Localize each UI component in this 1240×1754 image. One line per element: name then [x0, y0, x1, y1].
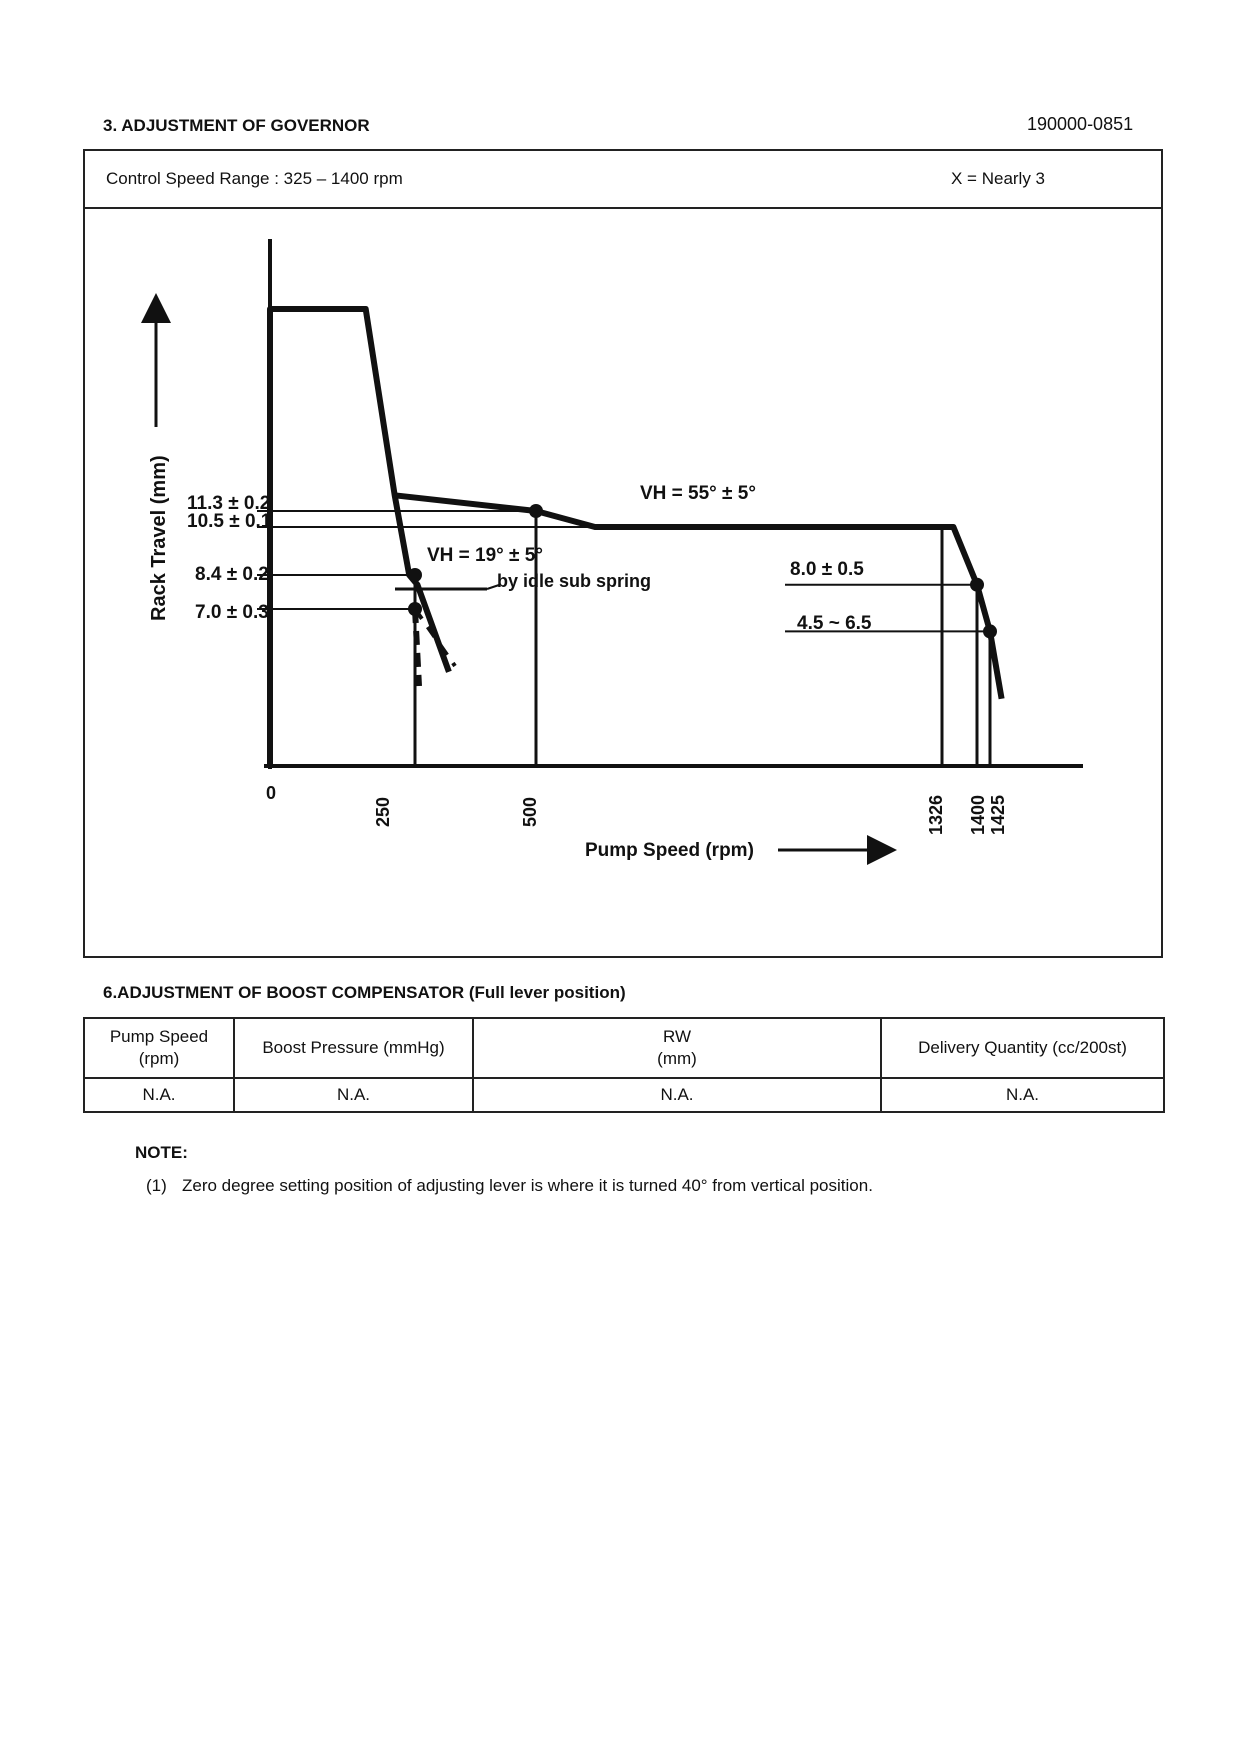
document-number: 190000-0851 [1027, 114, 1134, 134]
annotation-vh-19: VH = 19° ± 5° [427, 545, 543, 566]
x-tick-label: 1326 [926, 794, 946, 835]
table-header-delivery-quantity: Delivery Quantity (cc/200st) [881, 1018, 1164, 1078]
x-tick-label: 500 [520, 796, 540, 827]
boost-section-title: 6.ADJUSTMENT OF BOOST COMPENSATOR (Full lever position) [103, 983, 626, 1002]
note-title: NOTE: [135, 1143, 188, 1162]
table-row [84, 1078, 1164, 1112]
annotation-8-0: 8.0 ± 0.5 [790, 559, 864, 580]
table-cell: N.A. [881, 1078, 1164, 1112]
data-point [529, 504, 543, 518]
table-header-row [84, 1018, 1164, 1078]
data-point [983, 624, 997, 638]
series-line-1 [395, 495, 1002, 698]
table-header-pump-speed: Pump Speed (rpm) [84, 1018, 234, 1078]
table-header-rw: RW (mm) [473, 1018, 881, 1078]
governor-chart [85, 209, 1161, 956]
table-cell: N.A. [473, 1078, 881, 1112]
y-tick-label: 8.4 ± 0.2 [195, 564, 269, 585]
y-tick-label: 7.0 ± 0.3 [195, 602, 269, 623]
data-point [408, 568, 422, 582]
table-cell: N.A. [234, 1078, 473, 1112]
annotation-vh-55: VH = 55° ± 5° [640, 483, 756, 504]
y-axis-title: Rack Travel (mm) [148, 455, 170, 621]
x-axis-title: Pump Speed (rpm) [585, 840, 754, 861]
table-cell: N.A. [84, 1078, 234, 1112]
boost-table [83, 1017, 1165, 1113]
y-axis-title-group [148, 299, 170, 621]
note-item-number: (1) [146, 1176, 167, 1195]
x-tick-label: 1425 [988, 794, 1008, 835]
annotation-idle-sub-spring: by idle sub spring [497, 571, 652, 591]
x-tick-label: 0 [266, 783, 277, 803]
governor-panel-header [85, 151, 1161, 209]
x-value: X = Nearly 3 [951, 169, 1046, 188]
note-item-text: Zero degree setting position of adjusting lever is where it is turned 40° from vertical position. [182, 1176, 873, 1195]
data-point [970, 578, 984, 592]
y-tick-label: 11.3 ± 0.2 [187, 493, 271, 514]
x-tick-label: 250 [373, 796, 393, 827]
y-tick-label: 10.5 ± 0.1 [187, 511, 272, 532]
x-axis-title-group [585, 840, 891, 861]
governor-section-title: 3. ADJUSTMENT OF GOVERNOR [103, 116, 370, 135]
table-header-boost-pressure: Boost Pressure (mmHg) [234, 1018, 473, 1078]
x-tick-label: 1400 [968, 794, 988, 835]
data-point [408, 602, 422, 616]
series-line-0 [270, 309, 449, 766]
annotation-4-5-6-5: 4.5 ~ 6.5 [797, 613, 872, 634]
control-speed-range: Control Speed Range : 325 – 1400 rpm [106, 169, 403, 188]
governor-panel [83, 149, 1163, 958]
